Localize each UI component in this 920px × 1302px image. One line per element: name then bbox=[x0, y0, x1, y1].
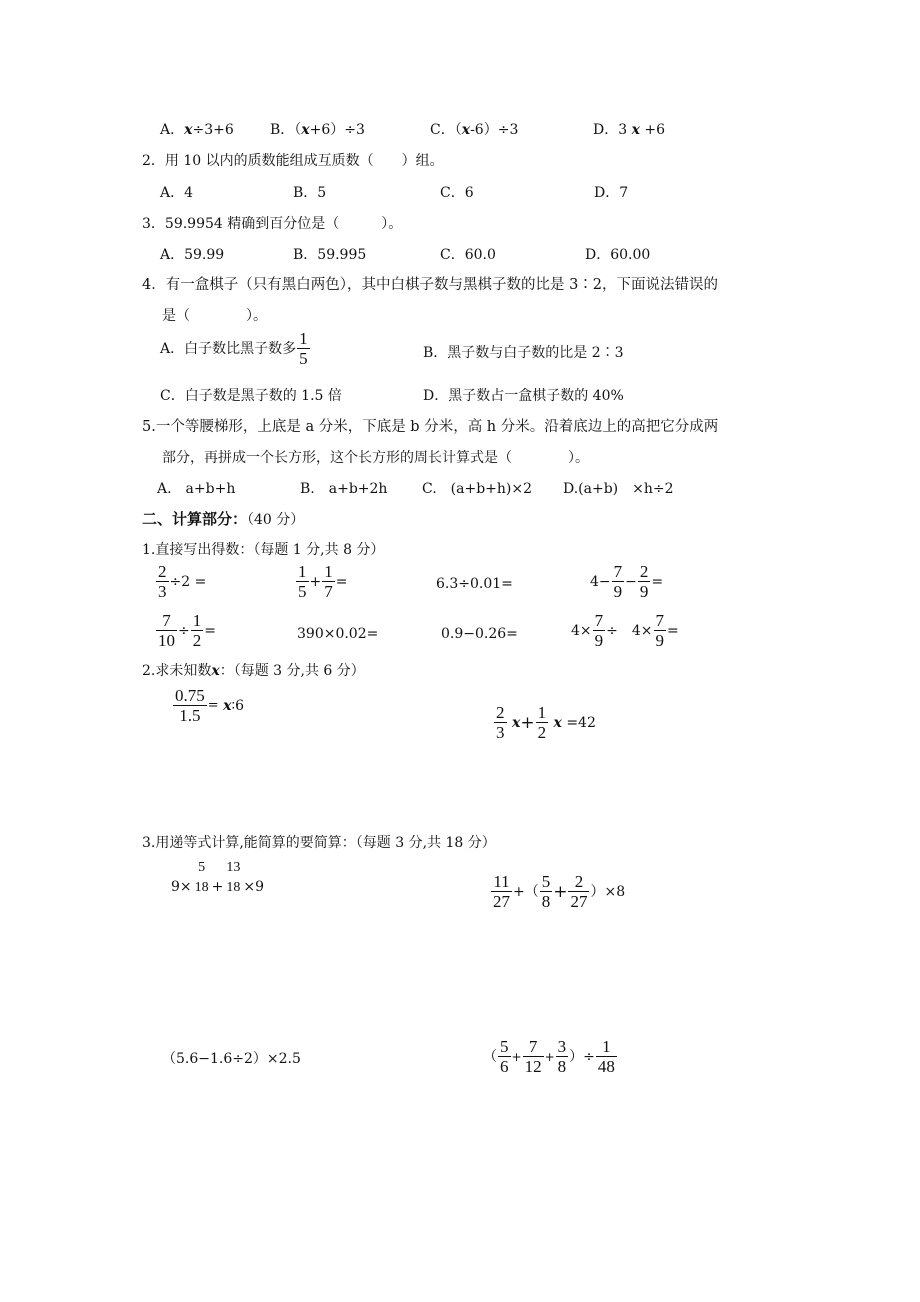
q1-option-b: B．（x+6）÷3 bbox=[270, 122, 365, 138]
q5-stem-line2: 部分，再拼成一个长方形，这个长方形的周长计算式是（ ）。 bbox=[162, 450, 589, 466]
q4-option-d: D．黑子数占一盒棋子数的 40% bbox=[423, 388, 624, 404]
q4-option-c: C．白子数是黑子数的 1.5 倍 bbox=[160, 388, 342, 404]
fraction: $\frac{7}{9}$ bbox=[594, 611, 604, 650]
q3-stem: 3．59.9954 精确到百分位是（ ）。 bbox=[142, 216, 403, 232]
q5-option-a: A. a+b+h bbox=[157, 481, 236, 497]
q3-option-c: C．60.0 bbox=[440, 247, 496, 263]
s2-expr-2: $\frac{2}{3}$ x + $\frac{1}{2}$ x =42 bbox=[496, 703, 596, 742]
q3-option-b: B．59.995 bbox=[293, 247, 367, 263]
fraction: $\frac{7}{12}$ bbox=[524, 1037, 542, 1076]
q4-option-a: A．白子数比黑子数多 $\frac{1}{5}$ bbox=[160, 329, 308, 368]
q1-option-a: A．x÷3+6 bbox=[160, 122, 234, 138]
q3-option-a: A．59.99 bbox=[160, 247, 225, 263]
s1-expr-8: 4× $\frac{7}{9}$ ÷ 4× $\frac{7}{9}$ = bbox=[571, 611, 679, 650]
fraction: $\frac{1}{7}$ bbox=[324, 562, 333, 601]
q4-option-b: B．黑子数与白子数的比是 2∶3 bbox=[423, 345, 624, 361]
fraction: $\frac{1}{5}$ bbox=[299, 329, 308, 368]
q3-option-d: D．60.00 bbox=[585, 247, 651, 263]
fraction: 5 18 bbox=[194, 860, 209, 895]
q2-option-c: C．6 bbox=[440, 185, 474, 201]
fraction: $\frac{1}{2}$ bbox=[537, 703, 547, 742]
fraction: $\frac{1}{48}$ bbox=[597, 1037, 615, 1076]
fraction: $\frac{1}{5}$ bbox=[298, 562, 307, 601]
s2-title: 2.求未知数x：（每题 3 分,共 6 分） bbox=[142, 663, 365, 679]
section-heading: 二、计算部分：（40 分） bbox=[142, 510, 305, 528]
q2-option-a: A．4 bbox=[160, 185, 194, 201]
q5-option-d: D.(a+b) ×h÷2 bbox=[563, 481, 674, 497]
s1-expr-4: 4− $\frac{7}{9}$ − $\frac{2}{9}$ = bbox=[590, 562, 664, 601]
q1-option-d: D．3 x +6 bbox=[593, 122, 666, 138]
q4-stem-line1: 4．有一盒棋子（只有黑白两色），其中白棋子数与黑棋子数的比是 3∶2，下面说法错误的 bbox=[142, 277, 719, 293]
s3-expr-1: 9× 5 18 + 13 18 ×9 bbox=[171, 860, 265, 895]
fraction: $\frac{2}{27}$ bbox=[570, 872, 588, 911]
fraction: $\frac{5}{6}$ bbox=[500, 1037, 509, 1076]
s1-title: 1.直接写出得数：（每题 1 分,共 8 分） bbox=[142, 542, 385, 558]
s1-expr-2: $\frac{1}{5}$ + $\frac{1}{7}$ = bbox=[298, 562, 348, 601]
fraction: $\frac{5}{8}$ bbox=[541, 872, 551, 911]
fraction: $\frac{2}{3}$ bbox=[158, 562, 167, 601]
q4-stem-line2: 是（ ）。 bbox=[162, 308, 267, 324]
fraction: $\frac{7}{9}$ bbox=[655, 611, 665, 650]
fraction: $\frac{7}{9}$ bbox=[613, 562, 623, 601]
q5-option-c: C. (a+b+h)×2 bbox=[422, 481, 533, 497]
s1-expr-6: 390×0.02= bbox=[297, 626, 379, 642]
s3-expr-4: （ $\frac{5}{6}$ + $\frac{7}{12}$ + $\frac{3}{8}$ ）÷ $\frac{1}{48}$ bbox=[483, 1037, 615, 1076]
fraction: $\frac{2}{9}$ bbox=[639, 562, 649, 601]
fraction: $\frac{7}{10}$ bbox=[158, 611, 175, 650]
q1-option-c: C．（x-6）÷3 bbox=[430, 122, 519, 138]
s3-expr-2: $\frac{11}{27}$ +（ $\frac{5}{8}$ + $\frac{2}{27}$ ）×8 bbox=[493, 872, 626, 911]
s3-title: 3.用递等式计算,能简算的要简算：（每题 3 分,共 18 分） bbox=[142, 835, 496, 851]
s2-expr-1: $\frac{0.75}{1.5}$ = x ∶6 bbox=[175, 686, 245, 725]
q2-option-d: D．7 bbox=[594, 185, 629, 201]
fraction: $\frac{11}{27}$ bbox=[493, 872, 510, 911]
s1-expr-7: 0.9−0.26= bbox=[441, 626, 518, 642]
s1-expr-3: 6.3÷0.01= bbox=[436, 576, 513, 592]
fraction: $\frac{3}{8}$ bbox=[557, 1037, 567, 1076]
q5-option-b: B. a+b+2h bbox=[300, 481, 388, 497]
fraction: $\frac{1}{2}$ bbox=[192, 611, 202, 650]
s3-expr-3: （5.6−1.6÷2）×2.5 bbox=[162, 1051, 301, 1067]
q5-stem-line1: 5.一个等腰梯形，上底是 a 分米，下底是 b 分米，高 h 分米。沿着底边上的高把它分成两 bbox=[142, 419, 719, 435]
q2-option-b: B．5 bbox=[293, 185, 327, 201]
q2-stem: 2．用 10 以内的质数能组成互质数（ ）组。 bbox=[142, 153, 444, 169]
s1-expr-1: $\frac{2}{3}$ ÷2 = bbox=[158, 562, 207, 601]
fraction: $\frac{2}{3}$ bbox=[496, 703, 505, 742]
fraction: $\frac{0.75}{1.5}$ bbox=[175, 686, 205, 725]
fraction: 13 18 bbox=[226, 860, 241, 895]
s1-expr-5: $\frac{7}{10}$ ÷ $\frac{1}{2}$ = bbox=[158, 611, 216, 650]
